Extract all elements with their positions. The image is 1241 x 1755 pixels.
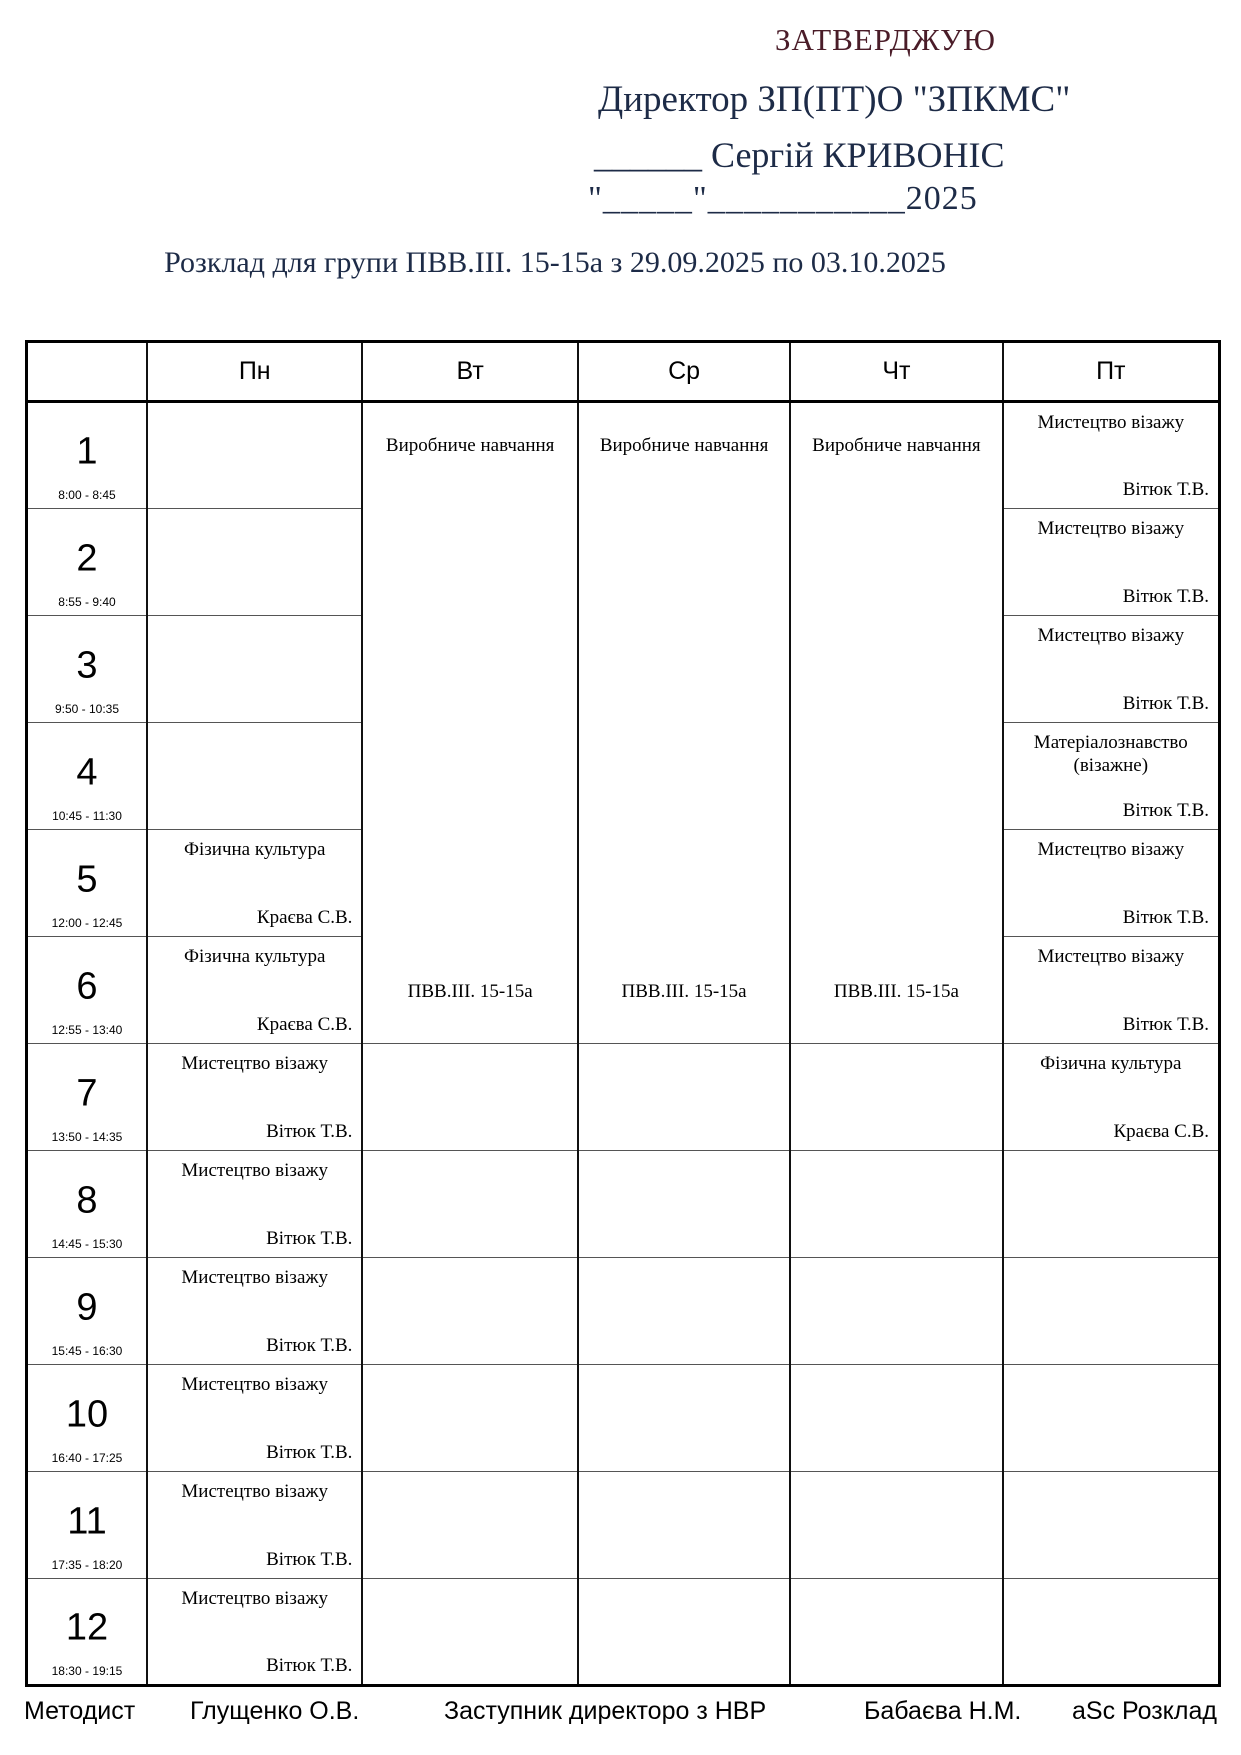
period-time: 13:50 - 14:35 [51,1130,123,1144]
period-number: 6 [76,965,98,1008]
footer-methodist-name: Глущенко О.В. [190,1697,360,1725]
lesson-cell-thu-merged [790,402,1002,1044]
period-cell-10 [27,1365,147,1472]
lesson-cell-mon-11 [147,1472,362,1579]
subject-label: Виробниче навчання [812,435,981,456]
period-number: 12 [65,1606,109,1649]
timetable [25,340,1221,1687]
teacher-label: Вітюк Т.В. [1122,907,1209,928]
lesson-cell-mon-5 [147,830,362,937]
table-row [27,1365,1220,1472]
subject-label: Мистецтво візажу [181,1053,329,1074]
period-number: 10 [65,1393,109,1436]
teacher-label: Вітюк Т.В. [1122,693,1209,714]
subject-label: Мистецтво візажу [1037,412,1185,433]
period-number: 3 [76,644,98,687]
teacher-label: Вітюк Т.В. [1122,800,1209,821]
lesson-cell-mon-7 [147,1044,362,1151]
period-cell-6 [27,937,147,1044]
teacher-label: Краєва С.В. [1113,1121,1209,1142]
empty-cell [578,1044,790,1151]
director-line: Директор ЗП(ПТ)О "ЗПКМС" [598,79,1071,120]
empty-cell [578,1258,790,1365]
lesson-cell-fri-3 [1003,616,1220,723]
page-title: Розклад для групи ПВВ.ІІІ. 15-15а з 29.09.2025 по 03.10.2025 [164,246,946,279]
empty-cell [147,509,362,616]
teacher-label: Краєва С.В. [256,907,353,928]
day-header-fri: Пт [1003,342,1220,402]
lesson-cell-fri-2 [1003,509,1220,616]
empty-cell [362,1365,577,1472]
empty-cell [1003,1579,1220,1686]
footer-methodist-label: Методист [24,1697,136,1725]
period-time: 12:00 - 12:45 [51,916,123,930]
day-header-wed: Ср [578,342,790,402]
approve-label: ЗАТВЕРДЖУЮ [775,22,996,57]
period-number: 5 [76,858,98,901]
lesson-cell-mon-12 [147,1579,362,1686]
period-cell-8 [27,1151,147,1258]
teacher-label: Вітюк Т.В. [266,1549,353,1570]
empty-cell [362,1579,577,1686]
period-number: 7 [76,1072,98,1115]
group-label: ПВВ.ІІІ. 15-15а [621,981,747,1002]
period-time: 8:55 - 9:40 [58,595,116,609]
empty-cell [147,402,362,509]
period-cell-12 [27,1579,147,1686]
period-time: 12:55 - 13:40 [51,1023,123,1037]
period-number: 8 [76,1179,98,1222]
empty-cell [1003,1151,1220,1258]
period-cell-3 [27,616,147,723]
teacher-label: Вітюк Т.В. [266,1335,353,1356]
approval-date-line: "_____"___________2025 [588,180,978,217]
subject-label: Виробниче навчання [385,435,555,456]
footer-asc-branding: aSc Розклад [1072,1697,1217,1725]
empty-cell [1003,1365,1220,1472]
subject-label: Фізична культура [184,839,326,860]
table-row [27,1472,1220,1579]
lesson-cell-fri-4 [1003,723,1220,830]
teacher-label: Вітюк Т.В. [1122,586,1209,607]
subject-label: Мистецтво візажу [1037,839,1185,860]
empty-cell [790,1579,1002,1686]
teacher-label: Вітюк Т.В. [266,1228,353,1249]
day-header-row [27,342,1220,402]
period-cell-2 [27,509,147,616]
lesson-cell-tue-merged [362,402,577,1044]
empty-cell [790,1258,1002,1365]
subject-label: Мистецтво візажу [181,1267,329,1288]
empty-cell [1003,1472,1220,1579]
period-time: 15:45 - 16:30 [51,1344,123,1358]
period-time: 16:40 - 17:25 [51,1451,123,1465]
lesson-cell-fri-6 [1003,937,1220,1044]
period-cell-11 [27,1472,147,1579]
table-row [27,1579,1220,1686]
empty-cell [790,1044,1002,1151]
subject-label: Мистецтво візажу [181,1588,329,1609]
teacher-label: Вітюк Т.В. [266,1655,353,1676]
period-time: 9:50 - 10:35 [54,702,120,716]
empty-cell [790,1365,1002,1472]
subject-label: Мистецтво візажу [1037,625,1185,646]
subject-label: Фізична культура [1040,1053,1182,1074]
period-number: 9 [76,1286,98,1329]
empty-cell [1003,1258,1220,1365]
period-cell-7 [27,1044,147,1151]
corner-cell [27,342,147,402]
period-cell-4 [27,723,147,830]
subject-label: Мистецтво візажу [181,1374,329,1395]
lesson-cell-mon-6 [147,937,362,1044]
teacher-label: Вітюк Т.В. [266,1121,353,1142]
period-time: 14:45 - 15:30 [51,1237,123,1251]
subject-label: Мистецтво візажу [181,1481,329,1502]
subject-label: Мистецтво візажу [1037,518,1185,539]
table-row [27,1258,1220,1365]
director-signature-line: ______ Сергій КРИВОНІС [594,135,1005,175]
group-label: ПВВ.ІІІ. 15-15а [833,981,959,1002]
period-number: 11 [67,1500,107,1543]
lesson-cell-wed-merged [578,402,790,1044]
day-header-tue: Вт [362,342,577,402]
teacher-label: Вітюк Т.В. [1122,1014,1209,1035]
empty-cell [578,1151,790,1258]
lesson-cell-fri-7 [1003,1044,1220,1151]
lesson-cell-mon-8 [147,1151,362,1258]
lesson-cell-fri-1 [1003,402,1220,509]
subject-label: Фізична культура [184,946,326,967]
lesson-cell-mon-9 [147,1258,362,1365]
empty-cell [147,723,362,830]
group-label: ПВВ.ІІІ. 15-15а [407,981,533,1002]
empty-cell [790,1151,1002,1258]
table-row [27,402,1220,509]
period-time: 18:30 - 19:15 [51,1664,123,1678]
empty-cell [578,1365,790,1472]
period-time: 17:35 - 18:20 [51,1558,123,1572]
period-time: 8:00 - 8:45 [58,488,116,502]
empty-cell [790,1472,1002,1579]
period-time: 10:45 - 11:30 [52,809,122,823]
table-row [27,1044,1220,1151]
teacher-label: Краєва С.В. [256,1014,353,1035]
period-number: 1 [76,430,98,473]
table-row [27,1151,1220,1258]
empty-cell [362,1044,577,1151]
empty-cell [362,1151,577,1258]
period-cell-9 [27,1258,147,1365]
teacher-label: Вітюк Т.В. [266,1442,353,1463]
empty-cell [578,1472,790,1579]
day-header-thu: Чт [790,342,1002,402]
day-header-mon: Пн [147,342,362,402]
teacher-label: Вітюк Т.В. [1122,479,1209,500]
empty-cell [578,1579,790,1686]
period-number: 4 [76,751,98,794]
period-cell-5 [27,830,147,937]
empty-cell [362,1472,577,1579]
period-number: 2 [76,537,98,580]
empty-cell [362,1258,577,1365]
subject-label: Матеріалознавство (візажне) [1033,732,1188,776]
lesson-cell-mon-10 [147,1365,362,1472]
lesson-cell-fri-5 [1003,830,1220,937]
period-cell-1 [27,402,147,509]
subject-label: Виробниче навчання [599,435,769,456]
empty-cell [147,616,362,723]
subject-label: Мистецтво візажу [1037,946,1185,967]
subject-label: Мистецтво візажу [181,1160,329,1181]
footer-deputy-label: Заступник директоро з НВР [444,1697,767,1725]
footer-deputy-name: Бабаєва Н.М. [864,1697,1022,1725]
